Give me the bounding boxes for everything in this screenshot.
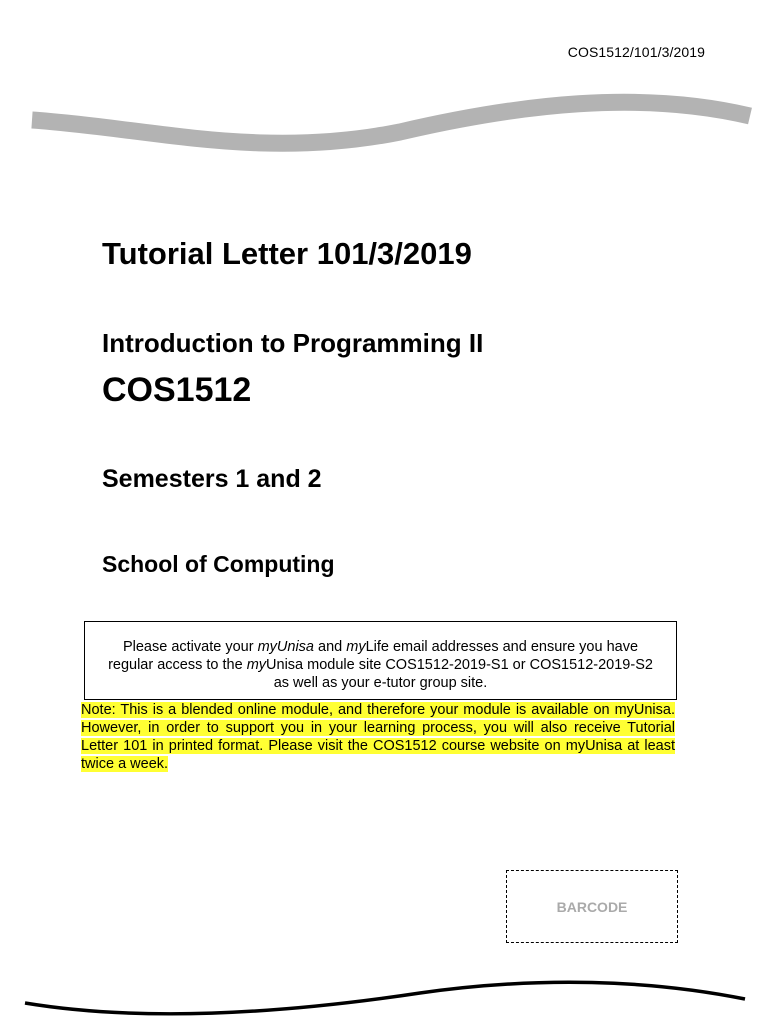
notice-emphasis: myUnisa bbox=[257, 639, 314, 655]
notice-emphasis: my bbox=[346, 639, 366, 655]
notice-text: and bbox=[313, 639, 347, 655]
document-title: Tutorial Letter 101/3/2019 bbox=[102, 236, 472, 271]
notice-text: Unisa module site COS1512-2019-S1 or COS1512-2019-S2 as well as your e-tutor group site. bbox=[266, 657, 653, 691]
blended-module-note bbox=[81, 701, 675, 773]
semesters-heading: Semesters 1 and 2 bbox=[102, 465, 322, 493]
top-swoosh-decoration bbox=[0, 0, 768, 160]
module-name: Introduction to Programming II bbox=[102, 328, 484, 358]
notice-text: Please activate your bbox=[122, 639, 258, 655]
barcode-placeholder bbox=[506, 870, 678, 943]
activation-notice-box bbox=[84, 621, 677, 700]
barcode-label: BARCODE bbox=[556, 898, 628, 915]
notice-text: Life email addresses and ensure you have regular access to the bbox=[108, 639, 639, 673]
notice-emphasis: my bbox=[246, 657, 267, 673]
school-heading: School of Computing bbox=[102, 551, 335, 577]
document-reference: COS1512/101/3/2019 bbox=[567, 44, 705, 60]
module-code: COS1512 bbox=[102, 371, 252, 409]
note-text: Note: This is a blended online module, and therefore your module is available on myUnisa. However, in order to support you in your learning process, you will also receive Tutorial Letter 101 in printed format. Please visit the COS1512 course website on myUnisa at least twice a week. bbox=[81, 702, 675, 772]
